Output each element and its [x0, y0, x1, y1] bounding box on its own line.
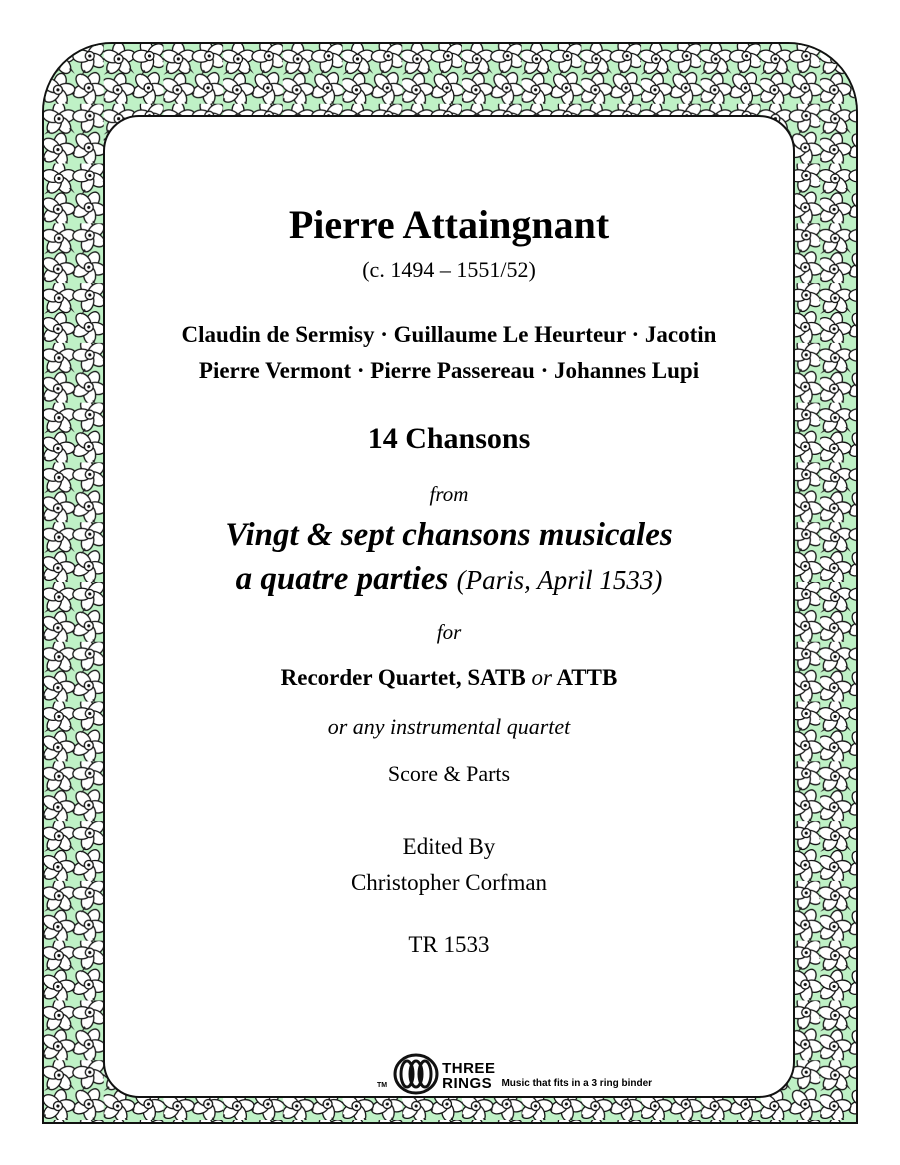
collection-title: 14 Chansons — [367, 422, 531, 455]
for-label: for — [436, 620, 462, 644]
source-place-open: ( — [456, 565, 466, 595]
publisher-logo — [377, 1050, 652, 1095]
trademark-mark: TM — [377, 1082, 388, 1089]
composer-dates: (c. 1494 – 1551/52) — [362, 257, 536, 282]
from-label: from — [429, 482, 469, 506]
contributors-line-2: Pierre Vermont · Pierre Passereau · Johannes Lupi — [198, 358, 700, 383]
publisher-name-line-2: RINGS — [442, 1075, 493, 1092]
contributors-line-1: Claudin de Sermisy · Guillaume Le Heurteur · Jacotin — [181, 322, 717, 347]
instrumentation — [105, 665, 793, 691]
composer-name: Pierre Attaingnant — [288, 202, 610, 247]
editor-credit — [105, 829, 793, 901]
catalog-number: TR 1533 — [408, 932, 490, 957]
editor-name: Christopher Corfman — [350, 870, 548, 895]
source-place-close: ) — [653, 565, 663, 595]
publisher-tagline: Music that fits in a 3 ring binder — [501, 1078, 653, 1089]
title-panel — [103, 115, 795, 1098]
publisher-name — [442, 1061, 495, 1091]
three-rings-icon — [393, 1053, 439, 1095]
source-title-line-1: Vingt & sept chansons musicales — [225, 517, 673, 553]
instrumentation-or: or — [531, 665, 552, 690]
edited-by-label: Edited By — [402, 834, 496, 859]
source-place-text: Paris, April 1533 — [465, 565, 654, 595]
source-place — [457, 565, 663, 595]
source-title-line-2-text: a quatre parties — [235, 561, 449, 597]
source-title — [105, 513, 793, 602]
score-parts: Score & Parts — [387, 761, 511, 786]
publisher-name-line-1: THREE — [442, 1060, 496, 1077]
contributors-list — [105, 317, 793, 389]
alternative-instruments: or any instrumental quartet — [327, 714, 571, 739]
instrumentation-main: Recorder Quartet, SATB — [280, 665, 526, 690]
source-title-line-2 — [105, 557, 793, 602]
instrumentation-alt: ATTB — [556, 665, 618, 690]
